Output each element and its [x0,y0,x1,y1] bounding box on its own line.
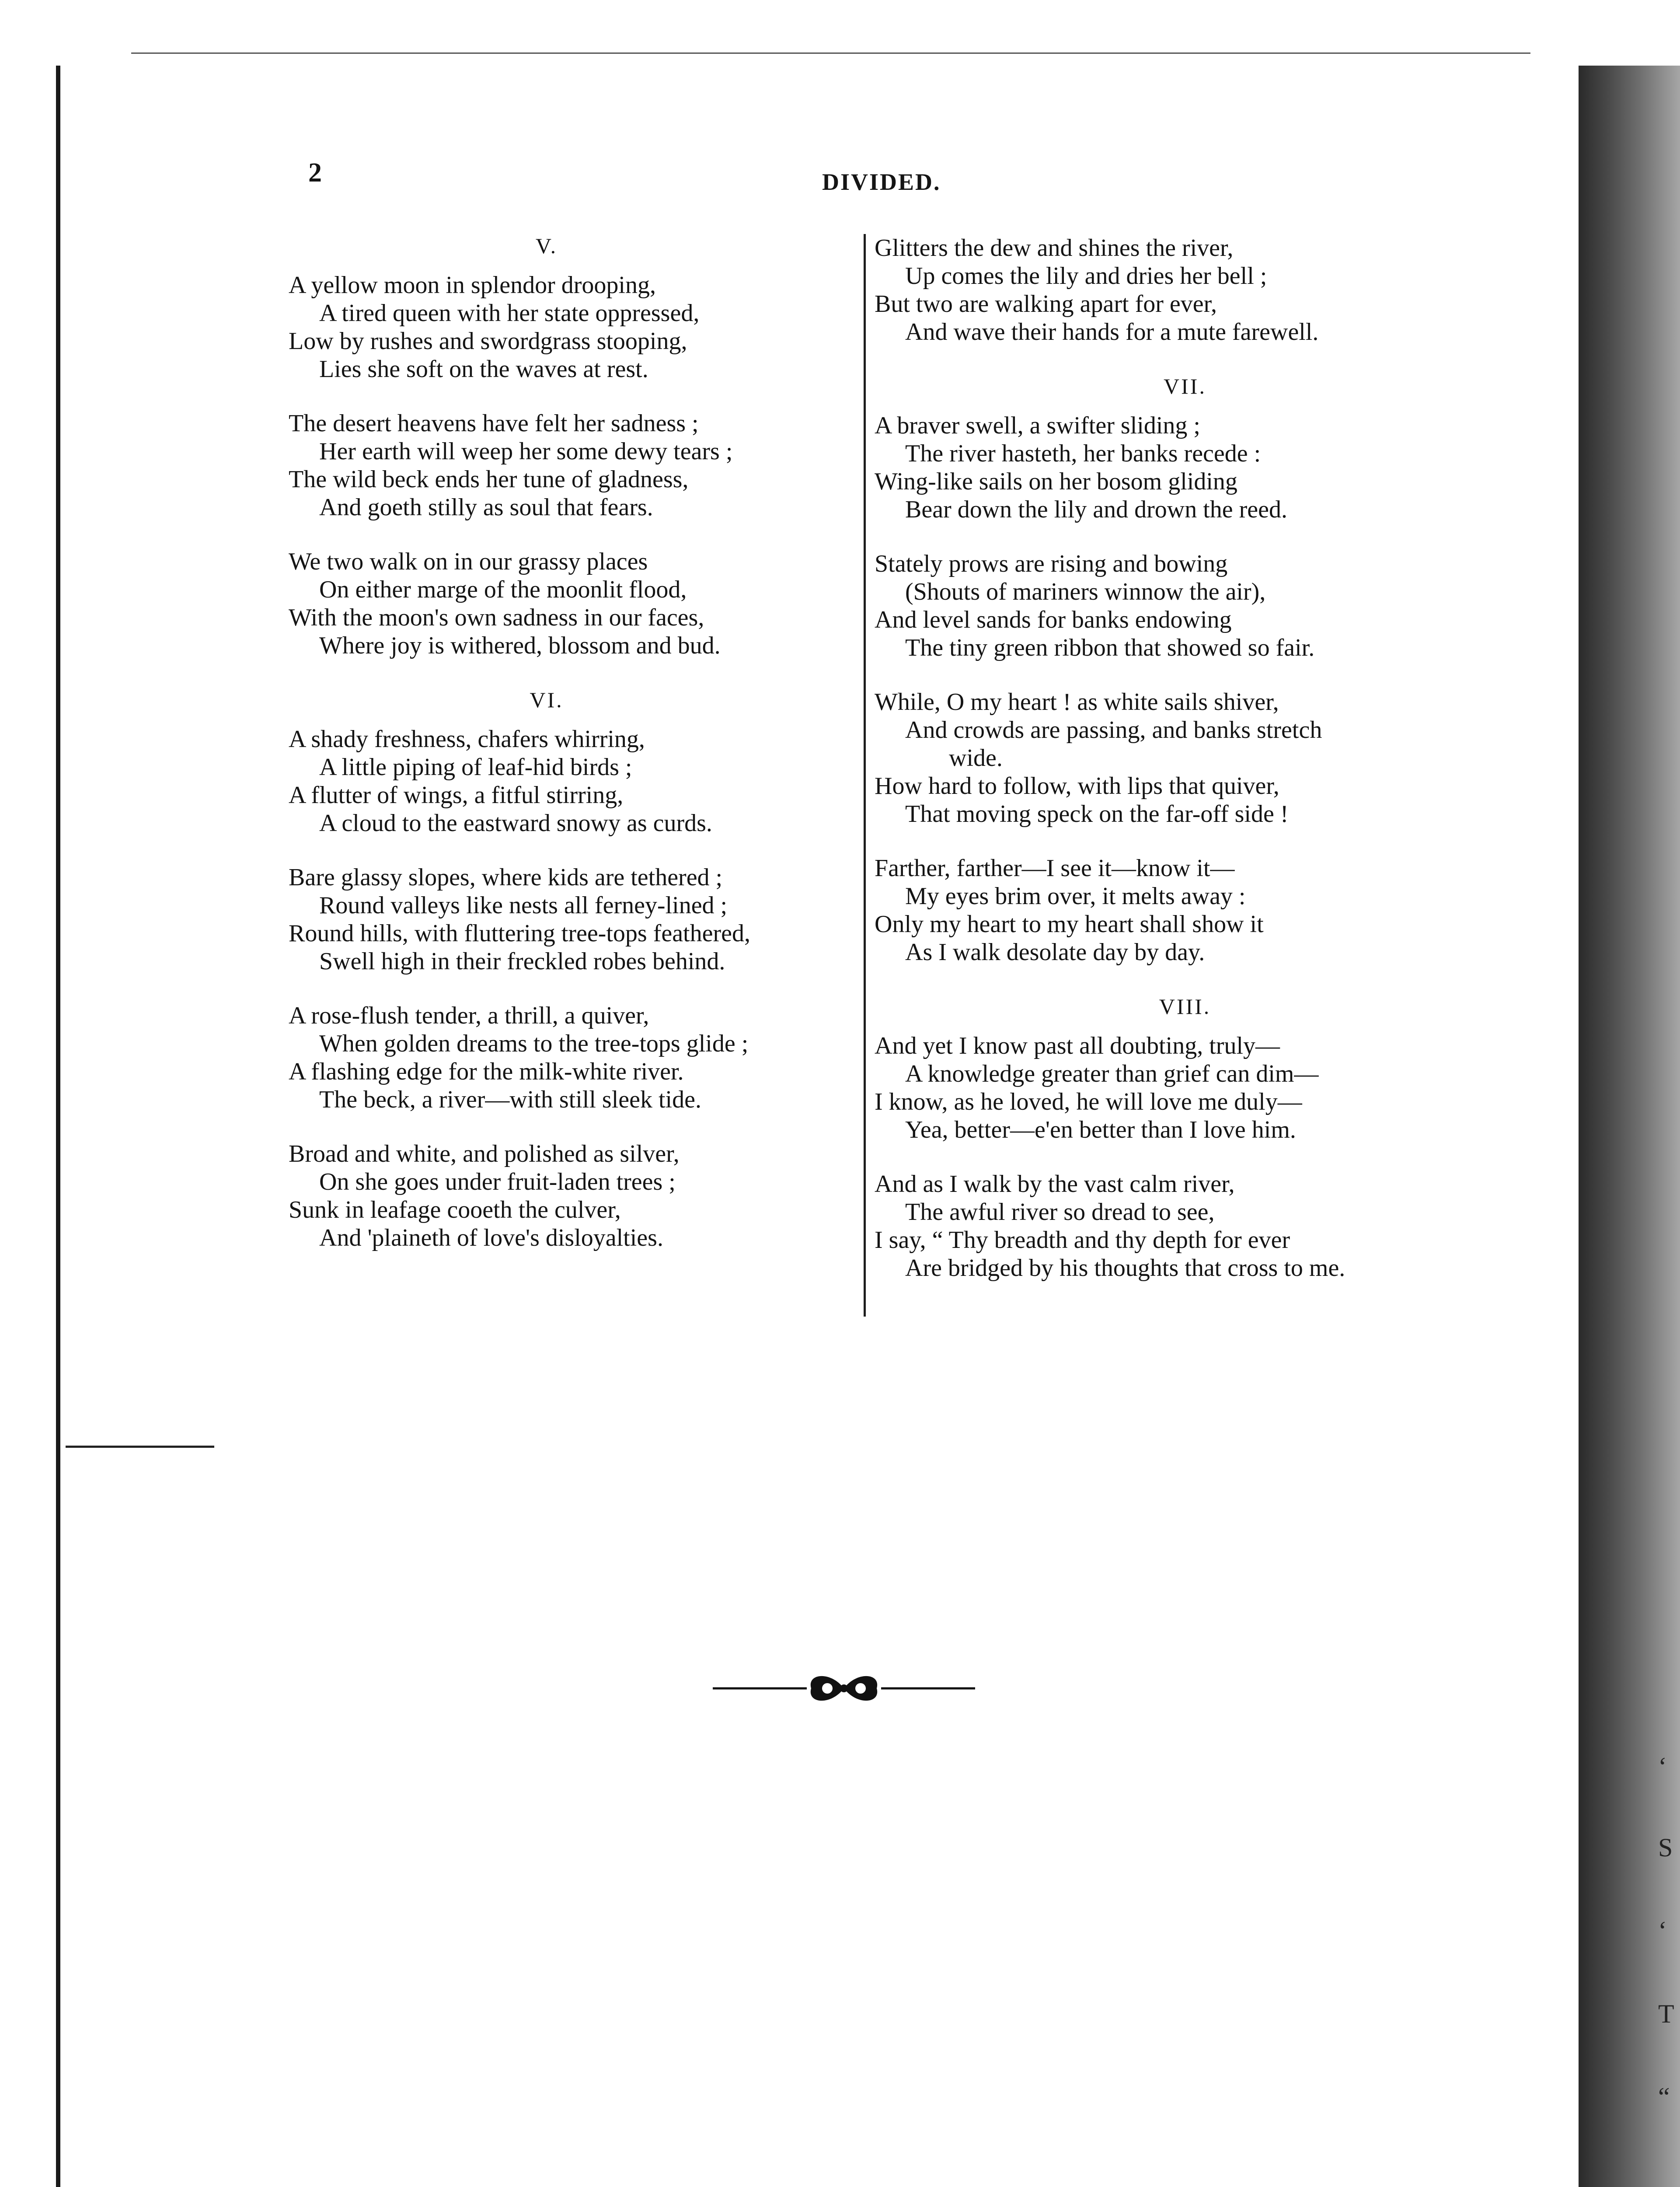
edge-mark: “ [1658,2082,1670,2111]
page-top-edge [131,52,1530,54]
section-heading: VI. [530,688,564,712]
verse-line: Bare glassy slopes, where kids are tethered ; [289,864,723,891]
verse-line: And goeth stilly as soul that fears. [319,494,653,521]
verse-line: The tiny green ribbon that showed so fair. [905,634,1315,661]
verse-line: A flutter of wings, a fitful stirring, [289,782,624,809]
right-column [875,234,1495,1308]
verse-line: We two walk on in our grassy places [289,548,648,575]
verse-line: But two are walking apart for ever, [875,290,1217,318]
verse-line: When golden dreams to the tree-tops glide ; [319,1030,749,1057]
verse-line: And yet I know past all doubting, truly— [875,1032,1280,1059]
verse-line: Where joy is withered, blossom and bud. [319,632,721,659]
verse-line: A shady freshness, chafers whirring, [289,726,645,753]
running-title: DIVIDED. [822,169,941,195]
stanza [875,412,1495,524]
stanza [875,854,1495,966]
edge-mark: ‘ [1658,1752,1667,1781]
stanza [875,1032,1495,1144]
verse-line: A little piping of leaf-hid birds ; [319,754,632,781]
verse-line: On she goes under fruit-laden trees ; [319,1168,676,1195]
stanza [875,550,1495,662]
verse-line: Are bridged by his thoughts that cross to me. [905,1254,1345,1282]
verse-line: The river hasteth, her banks recede : [905,440,1261,467]
verse-line: The beck, a river—with still sleek tide. [319,1086,701,1113]
verse-line: While, O my heart ! as white sails shiver, [875,688,1279,716]
verse-line: A yellow moon in splendor drooping, [289,272,656,299]
stanza [289,725,857,837]
verse-line: wide. [949,744,1003,772]
verse-line: My eyes brim over, it melts away : [905,883,1246,910]
section-heading: VIII. [1159,994,1211,1019]
verse-line: A tired queen with her state oppressed, [319,300,700,327]
verse-line: Round valleys like nests all ferney-lined ; [319,892,728,919]
verse-line: Wing-like sails on her bosom gliding [875,468,1237,495]
page-number: 2 [308,158,322,188]
section-heading: V. [535,234,558,258]
verse-line: And crowds are passing, and banks stretch [905,716,1322,744]
verse-line: (Shouts of mariners winnow the air), [905,578,1266,605]
verse-line: A braver swell, a swifter sliding ; [875,412,1200,439]
stanza [875,688,1495,828]
verse-line: With the moon's own sadness in our faces, [289,604,704,631]
verse-line: Up comes the lily and dries her bell ; [905,262,1267,290]
stanza [289,409,857,521]
verse-line: And wave their hands for a mute farewell. [905,318,1319,346]
verse-line: Sunk in leafage cooeth the culver, [289,1196,621,1223]
verse-line: Swell high in their freckled robes behind. [319,948,725,975]
section-heading: VII. [1164,374,1206,398]
verse-line: A rose-flush tender, a thrill, a quiver, [289,1002,649,1029]
verse-line: The wild beck ends her tune of gladness, [289,466,689,493]
verse-line: On either marge of the moonlit flood, [319,576,687,603]
page-left-stub-rule [66,1446,214,1448]
stanza [875,234,1495,346]
fleuron-ornament [713,1662,975,1715]
verse-line: Yea, better—e'en better than I love him. [905,1116,1296,1143]
edge-mark: ‘ [1658,1916,1667,1945]
verse-line: Round hills, with fluttering tree-tops feathered, [289,920,750,947]
stanza [289,271,857,383]
verse-line: As I walk desolate day by day. [905,939,1205,966]
verse-line: And as I walk by the vast calm river, [875,1170,1235,1198]
verse-line: The awful river so dread to see, [905,1198,1215,1226]
verse-line: Farther, farther—I see it—know it— [875,855,1235,882]
verse-line: I know, as he loved, he will love me duly— [875,1088,1302,1115]
page-left-edge [56,66,60,2187]
verse-line: Low by rushes and swordgrass stooping, [289,328,687,355]
verse-line: A knowledge greater than grief can dim— [905,1060,1319,1087]
stanza [289,863,857,975]
stanza [289,548,857,660]
verse-line: Lies she soft on the waves at rest. [319,356,648,383]
stanza [289,1140,857,1252]
edge-mark: S [1658,1833,1673,1862]
verse-line: That moving speck on the far-off side ! [905,800,1289,828]
verse-line: Glitters the dew and shines the river, [875,234,1234,262]
verse-line: A cloud to the eastward snowy as curds. [319,810,712,837]
verse-line: Her earth will weep her some dewy tears ; [319,438,733,465]
stanza [289,1002,857,1114]
edge-mark: T [1658,1999,1674,2028]
verse-line: Only my heart to my heart shall show it [875,911,1264,938]
book-spine-shadow [1579,66,1680,2187]
verse-line: Bear down the lily and drown the reed. [905,496,1287,523]
verse-line: A flashing edge for the milk-white river. [289,1058,684,1085]
verse-line: Broad and white, and polished as silver, [289,1140,680,1167]
verse-line: Stately prows are rising and bowing [875,550,1228,577]
verse-line: And 'plaineth of love's disloyalties. [319,1224,663,1251]
verse-line: I say, “ Thy breadth and thy depth for ever [875,1226,1290,1254]
verse-line: How hard to follow, with lips that quiver, [875,772,1279,800]
column-divider-rule [864,234,866,1317]
verse-line: The desert heavens have felt her sadness ; [289,410,699,437]
verse-line: And level sands for banks endowing [875,606,1232,633]
left-column [289,232,857,1278]
stanza [875,1170,1495,1282]
